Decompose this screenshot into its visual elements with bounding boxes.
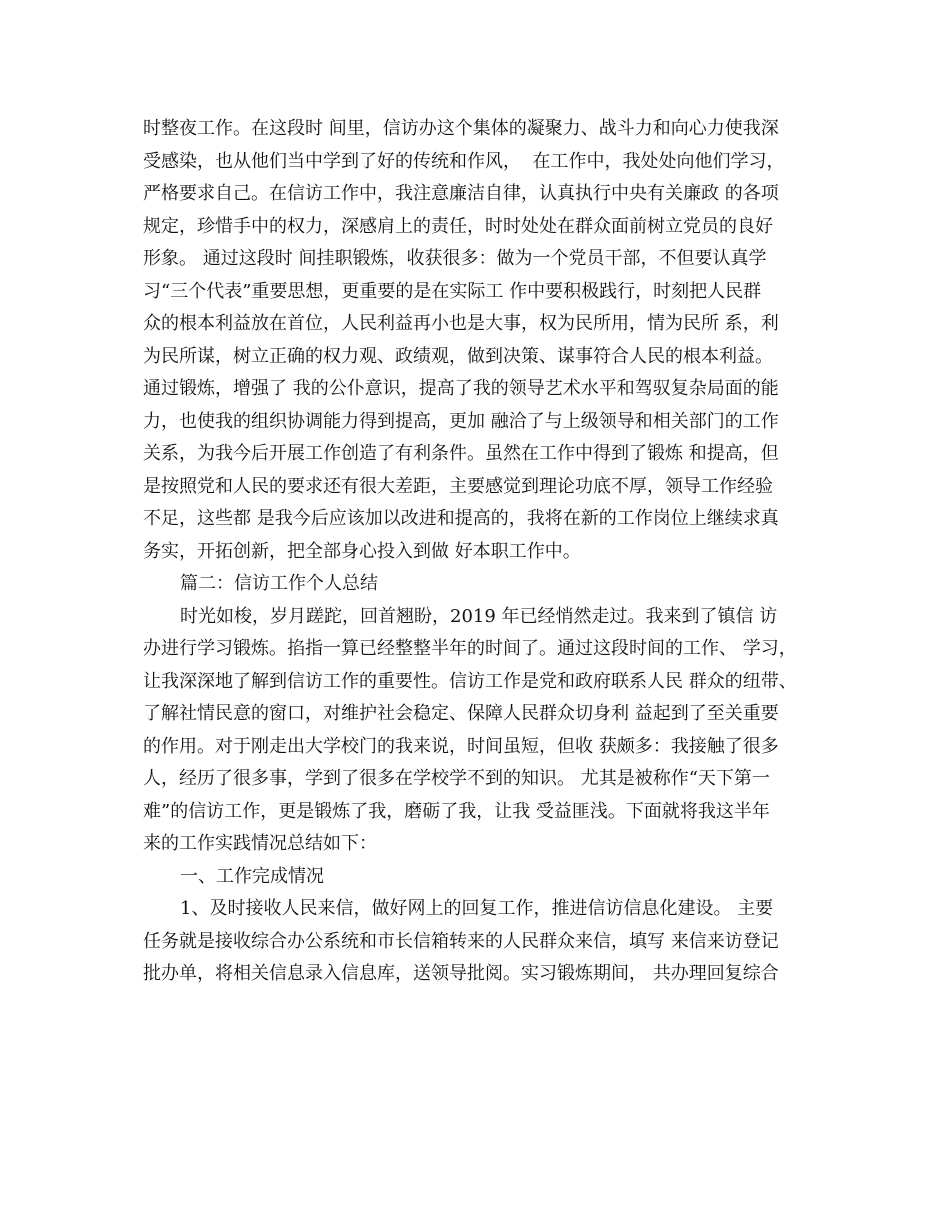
text-line: 力，也使我的组织协调能力得到提高，更加 融洽了与上级领导和相关部门的工作 (143, 410, 779, 432)
text-line: 时光如梭，岁月蹉跎，回首翘盼，2019 年已经悄然走过。我来到了镇信 访 (180, 605, 778, 627)
text-line: 习“三个代表”重要思想，更重要的是在实际工 作中要积极践行，时刻把人民群 (143, 280, 762, 302)
text-line: 让我深深地了解到信访工作的重要性。信访工作是党和政府联系人民 群众的纽带、 (143, 670, 797, 692)
text-line: 严格要求自己。在信访工作中，我注意廉洁自律，认真执行中央有关廉政 的各项 (143, 183, 779, 204)
text-line: 通过锻炼，增强了 我的公仆意识，提高了我的领导艺术水平和驾驭复杂局面的能 (143, 378, 779, 399)
text-line: 不足，这些都 是我今后应该加以改进和提高的，我将在新的工作岗位上继续求真 (143, 508, 779, 529)
text-line: 批办单，将相关信息录入信息库，送领导批阅。实习锻炼期间， 共办理回复综合 (143, 963, 779, 984)
text-line: 1、及时接收人民来信，做好网上的回复工作，推进信访信息化建设。 主要 (180, 898, 774, 919)
text-line: 受感染，也从他们当中学到了好的传统和作风， 在工作中，我处处向他们学习， (143, 150, 785, 172)
text-line: 了解社情民意的窗口，对维护社会稳定、保障人民群众切身利 益起到了至关重要 (143, 703, 779, 724)
text-line: 为民所谋，树立正确的权力观、政绩观，做到决策、谋事符合人民的根本利益。 (143, 345, 773, 367)
text-line: 规定，珍惜手中的权力，深感肩上的责任，时时处处在群众面前树立党员的良好 (143, 215, 773, 237)
text-line: 关系，为我今后开展工作创造了有利条件。虽然在工作中得到了锻炼 和提高，但 (143, 443, 779, 464)
text-line: 人，经历了很多事，学到了很多在学校学不到的知识。 尤其是被称作“天下第一 (143, 768, 770, 789)
text-line: 众的根本利益放在首位，人民利益再小也是大事，权为民所用，情为民所 系，利 (143, 313, 779, 334)
text-line: 形象。 通过这段时 间挂职锻炼，收获很多：做为一个党员干部，不但要认真学 (143, 248, 767, 269)
text-line: 务实，开拓创新，把全部身心投入到做 好本职工作中。 (143, 540, 581, 562)
text-line: 时整夜工作。在这段时 间里，信访办这个集体的凝聚力、战斗力和向心力使我深 (143, 118, 779, 139)
text-line: 来的工作实践情况总结如下： (143, 833, 377, 854)
text-line: 是按照党和人民的要求还有很大差距，主要感觉到理论功底不厚，领导工作经验 (143, 475, 773, 497)
text-line: 任务就是接收综合办公系统和市长信箱转来的人民群众来信，填写 来信来访登记 (143, 930, 779, 952)
text-line: 难”的信访工作，更是锻炼了我，磨砺了我，让我 受益匪浅。下面就将我这半年 (143, 800, 770, 822)
document-body (143, 113, 813, 991)
text-line: 办进行学习锻炼。掐指一算已经整整半年的时间了。通过这段时间的工作、 学习， (143, 638, 797, 659)
text-line: 的作用。对于刚走出大学校门的我来说，时间虽短，但收 获颇多：我接触了很多 (143, 735, 779, 757)
text-line: 一、工作完成情况 (180, 865, 324, 887)
text-line: 篇二：信访工作个人总结 (180, 573, 378, 594)
